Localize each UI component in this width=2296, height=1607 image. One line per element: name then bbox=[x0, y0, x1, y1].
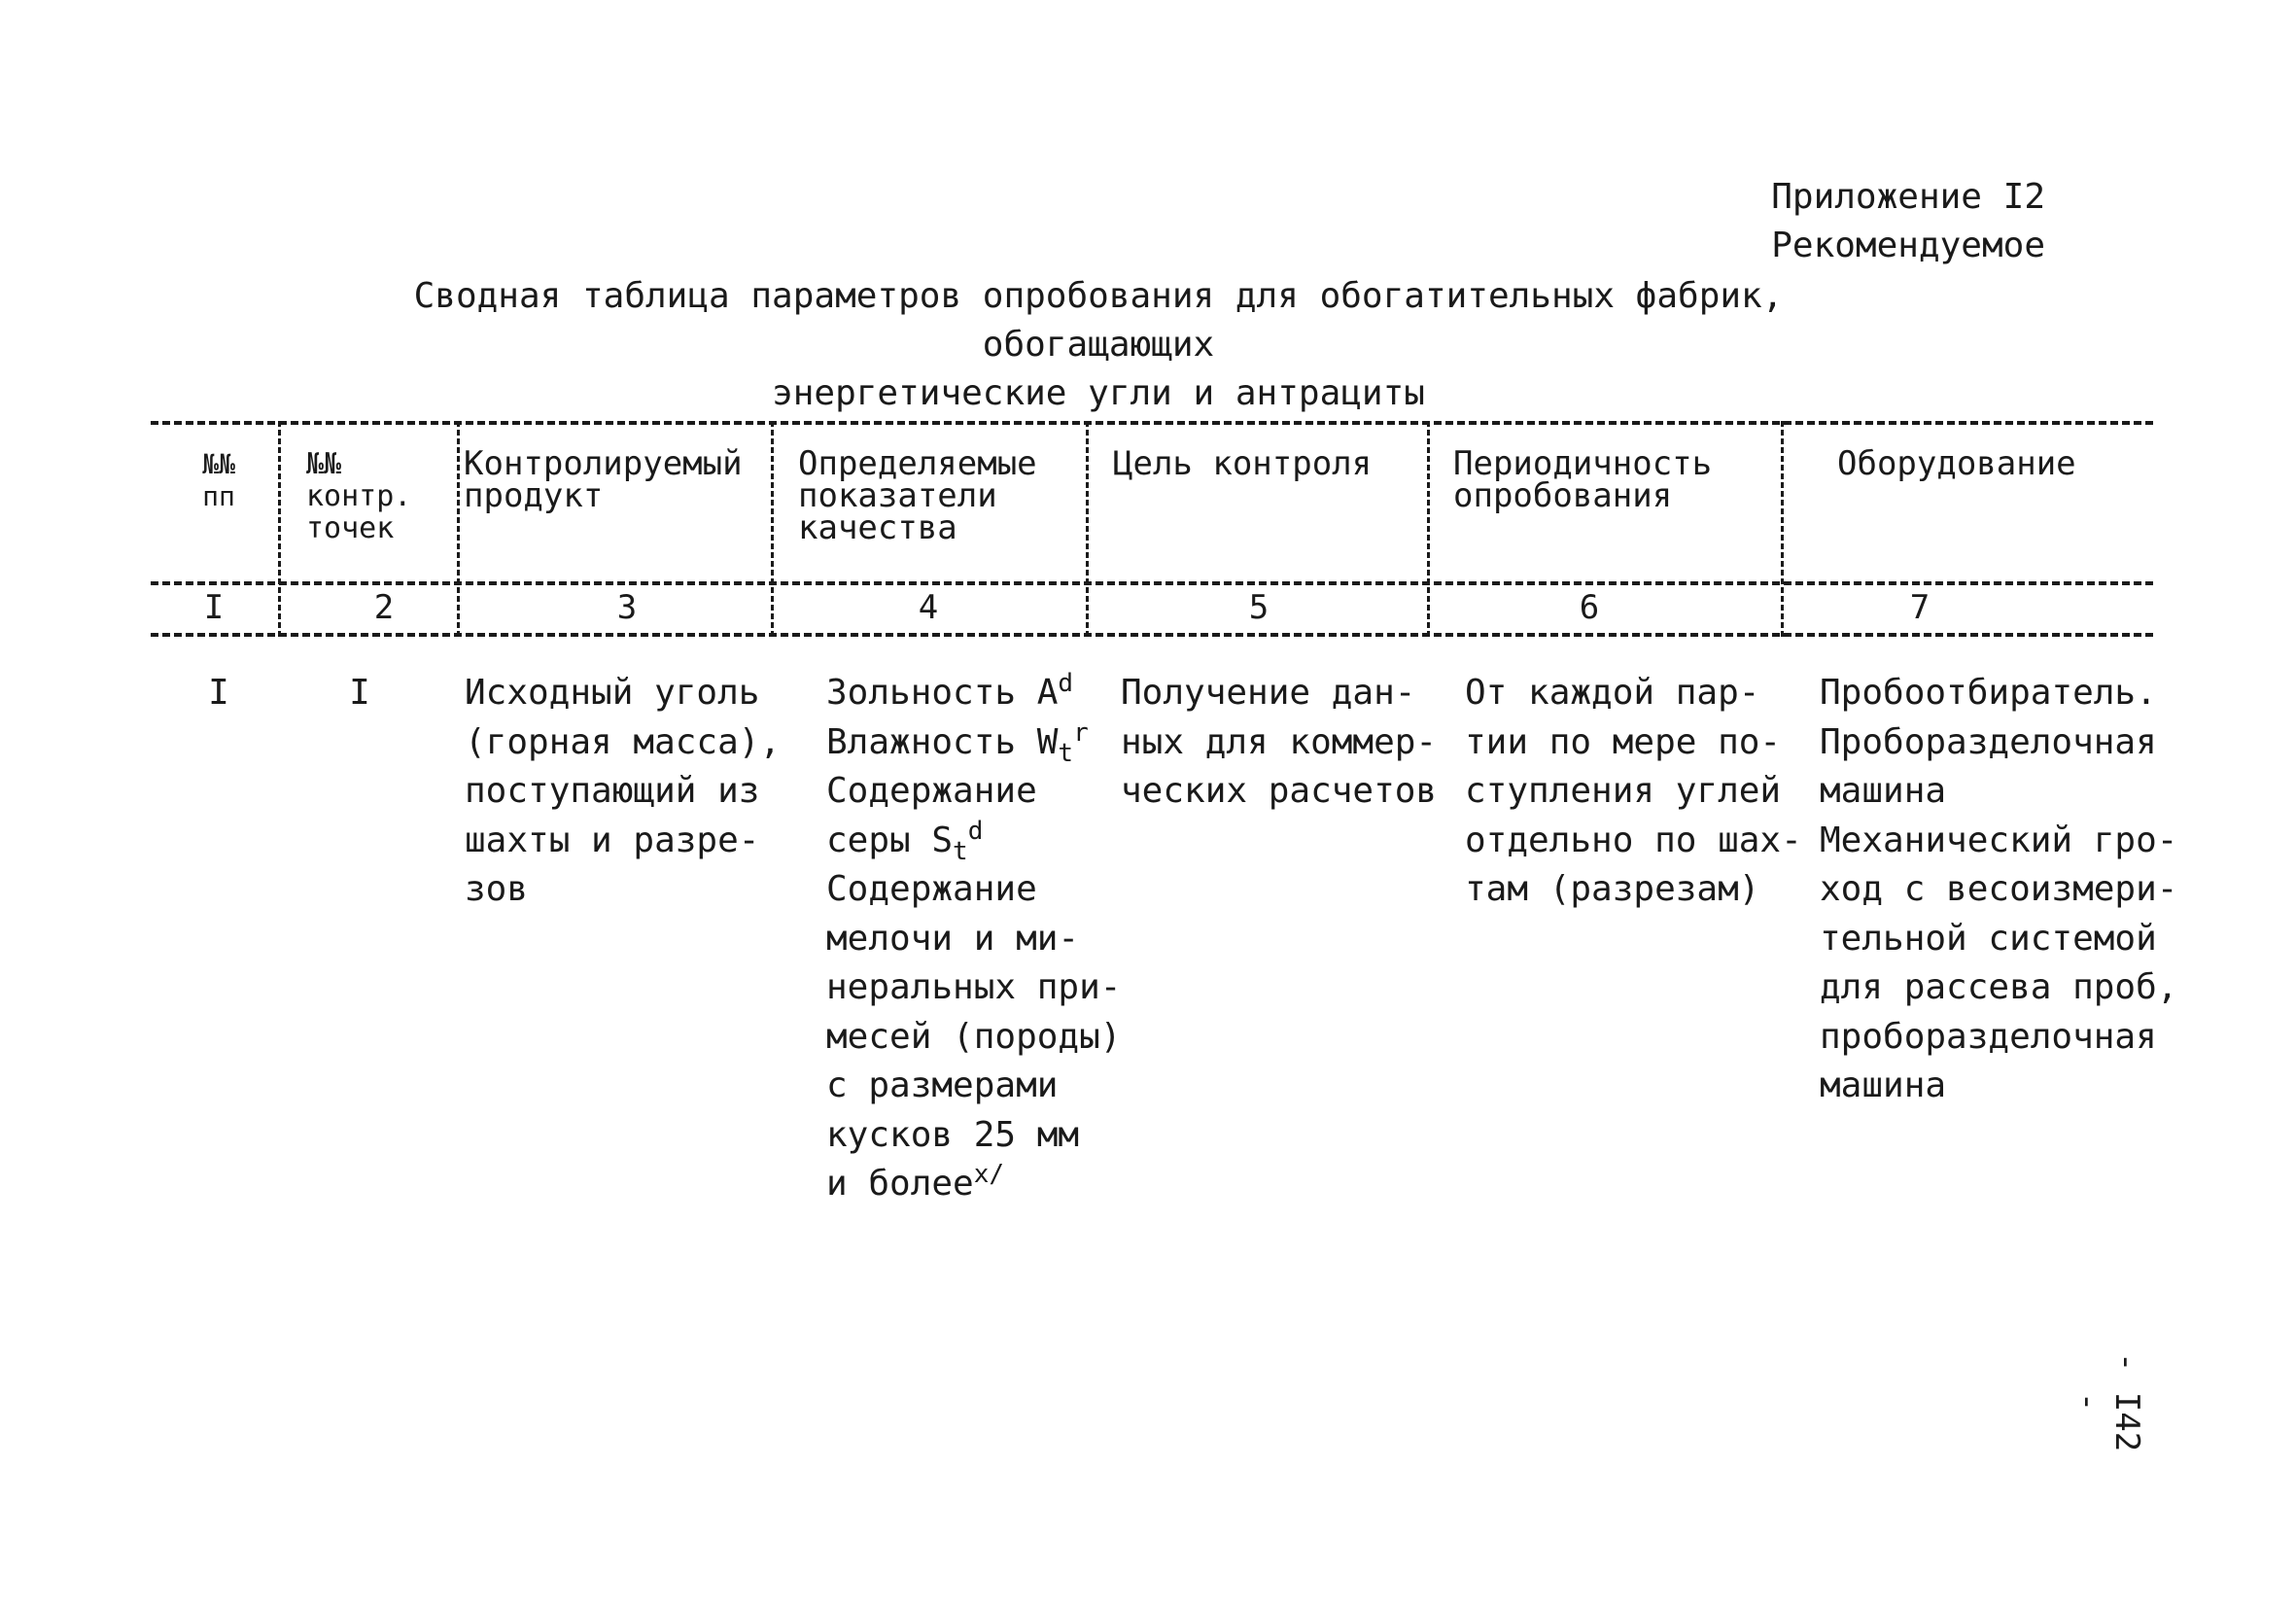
cell-product: Исходный уголь (горная масса), поступающий из шахты и разре- зов bbox=[465, 673, 782, 909]
column-number: 5 bbox=[1248, 588, 1270, 627]
table-title-line-1: Сводная таблица параметров опробования для обогатительных фабрик, обогащающих bbox=[413, 276, 1784, 365]
cell-purpose: Получение дан- ных для коммер- ческих расчетов bbox=[1121, 673, 1438, 811]
header-bottom-rule bbox=[151, 633, 2153, 637]
column-header-point: №№ контр. точек bbox=[306, 447, 412, 545]
column-number: 6 bbox=[1579, 588, 1600, 627]
page-number bbox=[2069, 1314, 2146, 1460]
column-header-product: Контролируемый продукт bbox=[464, 444, 743, 515]
column-number: 2 bbox=[373, 588, 395, 627]
column-number: I bbox=[203, 588, 225, 627]
cell-pp: I bbox=[208, 673, 229, 713]
column-header-indicators: Определяемые показатели качества bbox=[798, 444, 1037, 547]
column-separator bbox=[1781, 421, 1784, 637]
column-separator bbox=[771, 421, 774, 637]
cell-equipment: Пробоотбиратель. Пробоpазделочная машина Механический гро- ход с весоизмери- тельной системой для рассева проб, пробоpазделочная машина bbox=[1820, 673, 2178, 1105]
indicator-sulfur-line-1: Содержание bbox=[826, 771, 1037, 811]
indicator-ash: Зольность $A^d$ bbox=[826, 669, 1074, 713]
appendix-number: Приложение I2 bbox=[1771, 177, 2045, 217]
appendix-status: Рекомендуемое bbox=[1771, 226, 2045, 265]
appendix-header bbox=[1771, 173, 2045, 270]
column-header-pp: №№ пп bbox=[202, 448, 235, 512]
column-number: 7 bbox=[1909, 588, 1931, 627]
column-separator bbox=[1427, 421, 1430, 637]
cell-point: I bbox=[349, 673, 370, 713]
table-title bbox=[292, 272, 1905, 418]
indicator-moisture: Влажность $W_t^r$ bbox=[826, 717, 1089, 768]
header-middle-rule bbox=[151, 581, 2153, 585]
column-number: 3 bbox=[616, 588, 638, 627]
cell-periodicity: От каждой пар- тии по мере по- ступления углей отдельно по шах- там (разрезам) bbox=[1465, 673, 1802, 909]
column-header-purpose: Цель контроля bbox=[1113, 444, 1373, 483]
column-header-periodicity: Периодичность опробования bbox=[1453, 444, 1713, 515]
column-separator bbox=[278, 421, 281, 637]
column-number: 4 bbox=[918, 588, 939, 627]
column-separator bbox=[1086, 421, 1089, 637]
cell-indicators bbox=[826, 669, 1121, 1209]
table-header bbox=[151, 421, 2153, 637]
header-top-rule bbox=[151, 421, 2153, 425]
page-number-text: - I42 - bbox=[2069, 1351, 2146, 1452]
indicator-fines: Содержание мелочи и ми- неральных при- месей (породы) с размерами кусков 25 мм и более$^{x/}$ bbox=[826, 869, 1122, 1204]
column-header-equipment: Оборудование bbox=[1837, 444, 2076, 483]
table-title-line-2: энергетические угли и антрациты bbox=[772, 373, 1425, 413]
indicator-sulfur-line-2: серы $S_t^d$ bbox=[826, 816, 984, 866]
column-separator bbox=[457, 421, 460, 637]
